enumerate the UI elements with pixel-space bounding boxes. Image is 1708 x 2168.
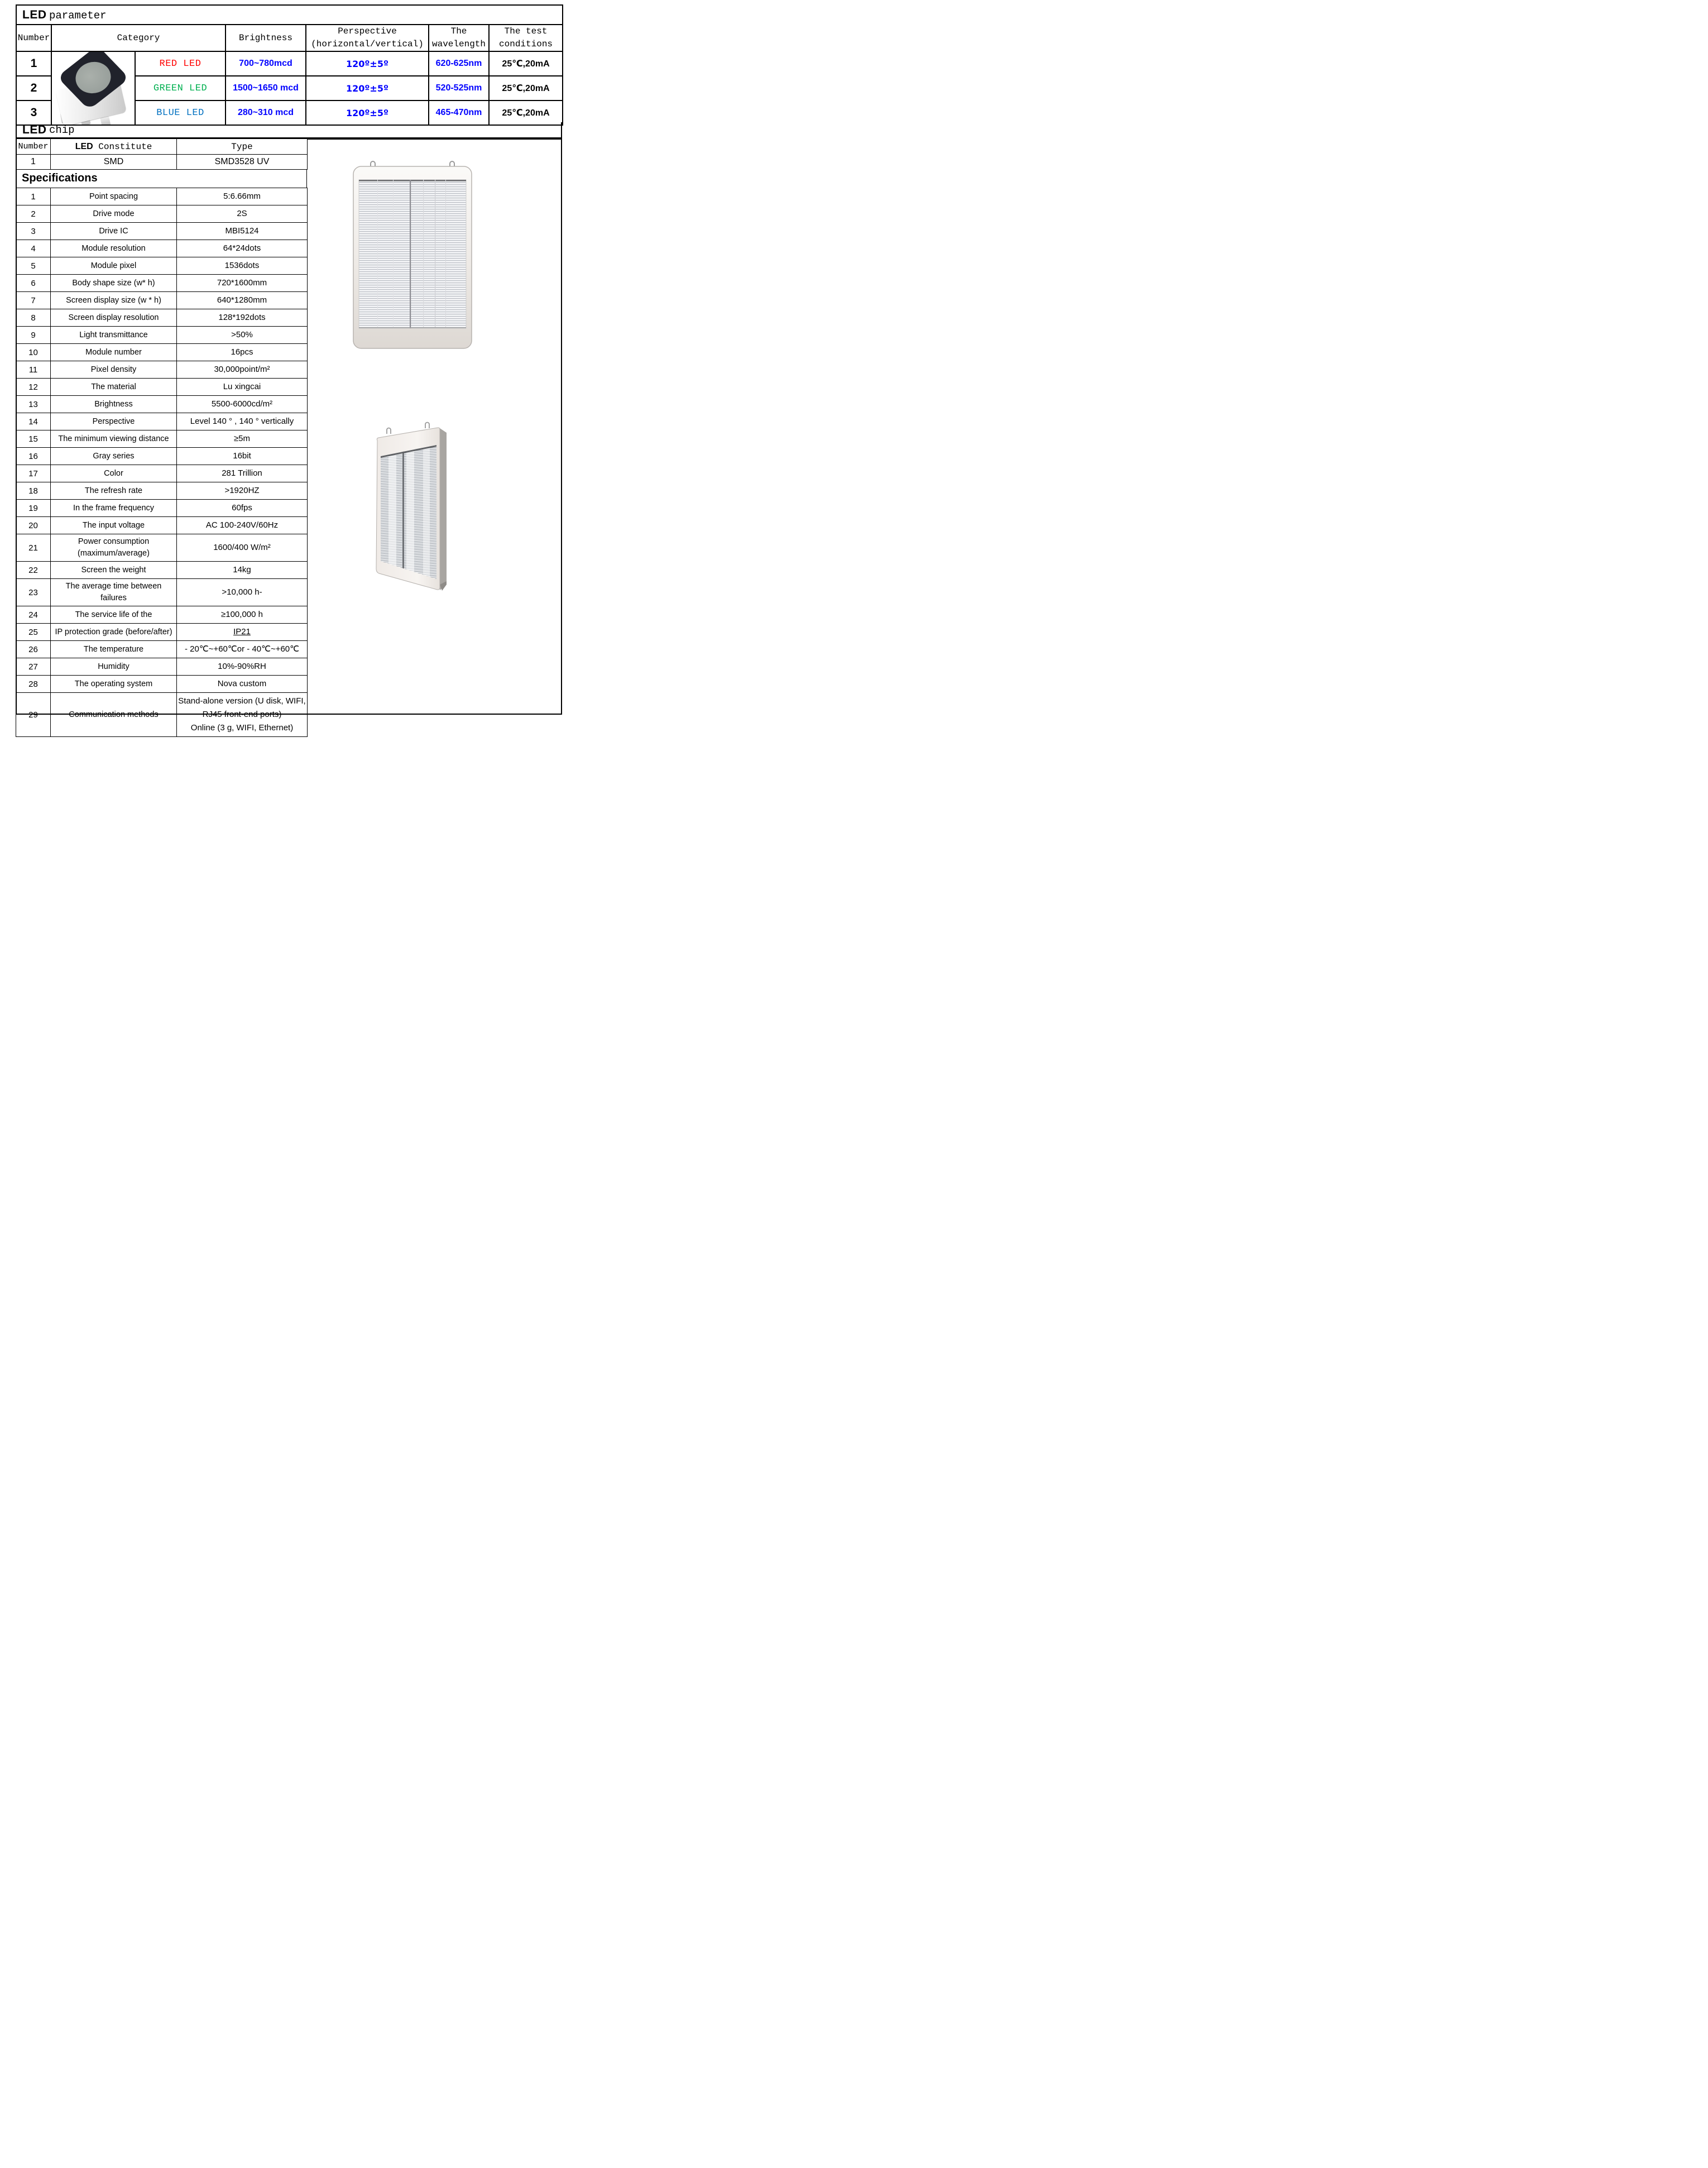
led-parameter-row	[16, 51, 563, 76]
spec-number: 15	[16, 430, 51, 448]
spec-number: 24	[16, 606, 51, 624]
col-header-perspective: Perspective (horizontal/vertical)	[306, 25, 429, 51]
col-header-brightness: Brightness	[226, 25, 306, 51]
spec-row	[16, 606, 308, 624]
spec-value: 5500-6000cd/m²	[177, 396, 308, 413]
col-header-constitute: LED Constitute	[51, 139, 177, 155]
brightness-value: 700~780mcd	[226, 51, 306, 76]
chip-row-number: 1	[16, 155, 51, 170]
col-header-number: Number	[16, 139, 51, 155]
spec-row	[16, 257, 308, 275]
spec-label: Module resolution	[51, 240, 177, 257]
spec-number: 21	[16, 534, 51, 562]
spec-number: 3	[16, 223, 51, 240]
spec-label: Brightness	[51, 396, 177, 413]
spec-number: 20	[16, 517, 51, 534]
spec-label: Gray series	[51, 448, 177, 465]
spec-number: 23	[16, 579, 51, 606]
section-title-led-parameter: LED parameter	[16, 5, 563, 25]
row-number: 3	[16, 100, 51, 125]
spec-value: 60fps	[177, 500, 308, 517]
spec-number: 12	[16, 379, 51, 396]
spec-number: 7	[16, 292, 51, 309]
spec-value: >1920HZ	[177, 482, 308, 500]
spec-value: 5:6.66mm	[177, 188, 308, 205]
spec-value: 128*192dots	[177, 309, 308, 327]
transparent-led-panel-front-image	[353, 160, 472, 350]
spec-row	[16, 344, 308, 361]
spec-label: Communication methods	[51, 693, 177, 737]
spec-value: - 20℃~+60℃or - 40℃~+60℃	[177, 641, 308, 658]
spec-row	[16, 534, 308, 562]
spec-row	[16, 562, 308, 579]
spec-number: 6	[16, 275, 51, 292]
spec-number: 17	[16, 465, 51, 482]
test-conditions-value: 25℃,20mA	[489, 76, 563, 100]
spec-row	[16, 624, 308, 641]
col-header-number: Number	[16, 25, 51, 51]
spec-value: 14kg	[177, 562, 308, 579]
test-conditions-value: 25℃,20mA	[489, 100, 563, 125]
smd-led-chip-image	[56, 54, 130, 124]
spec-row	[16, 448, 308, 465]
spec-value: Stand-alone version (U disk, WIFI, RJ45 front-end ports) Online (3 g, WIFI, Ethernet)	[177, 693, 308, 737]
spec-value: 64*24dots	[177, 240, 308, 257]
spec-number: 19	[16, 500, 51, 517]
spec-row	[16, 465, 308, 482]
spec-label: The service life of the	[51, 606, 177, 624]
perspective-value: 120º±5º	[306, 100, 429, 125]
product-image-panel	[307, 122, 562, 715]
spec-row	[16, 223, 308, 240]
spec-label: The input voltage	[51, 517, 177, 534]
chip-type-value: SMD3528 UV	[177, 155, 308, 170]
spec-number: 14	[16, 413, 51, 430]
wavelength-value: 520-525nm	[429, 76, 489, 100]
spec-row	[16, 676, 308, 693]
spec-row	[16, 430, 308, 448]
spec-row	[16, 517, 308, 534]
led-chip-header-row	[16, 139, 308, 155]
col-header-test-conditions: The test conditions	[489, 25, 563, 51]
spec-label: Module pixel	[51, 257, 177, 275]
spec-label: The operating system	[51, 676, 177, 693]
perspective-value: 120º±5º	[306, 76, 429, 100]
spec-row	[16, 309, 308, 327]
spec-label: Module number	[51, 344, 177, 361]
spec-number: 25	[16, 624, 51, 641]
spec-value: Lu xingcai	[177, 379, 308, 396]
spec-row	[16, 396, 308, 413]
spec-value: 281 Trillion	[177, 465, 308, 482]
led-chip-row	[16, 155, 308, 170]
wavelength-value: 620-625nm	[429, 51, 489, 76]
spec-number: 10	[16, 344, 51, 361]
spec-number: 9	[16, 327, 51, 344]
spec-label: Body shape size (w* h)	[51, 275, 177, 292]
spec-number: 28	[16, 676, 51, 693]
spec-label: Light transmittance	[51, 327, 177, 344]
spec-row	[16, 240, 308, 257]
spec-label: Drive IC	[51, 223, 177, 240]
spec-value: 1536dots	[177, 257, 308, 275]
spec-row	[16, 188, 308, 205]
spec-row	[16, 205, 308, 223]
chip-constitute-value: SMD	[51, 155, 177, 170]
spec-row	[16, 658, 308, 676]
spec-number: 18	[16, 482, 51, 500]
brightness-value: 1500~1650 mcd	[226, 76, 306, 100]
row-number: 2	[16, 76, 51, 100]
led-parameter-title-row	[16, 5, 563, 25]
spec-value: 1600/400 W/m²	[177, 534, 308, 562]
spec-label: In the frame frequency	[51, 500, 177, 517]
spec-number: 2	[16, 205, 51, 223]
spec-row	[16, 379, 308, 396]
test-conditions-value: 25℃,20mA	[489, 51, 563, 76]
led-parameter-table	[16, 4, 563, 126]
spec-value: AC 100-240V/60Hz	[177, 517, 308, 534]
category-label: GREEN LED	[135, 76, 226, 100]
spec-value: 16bit	[177, 448, 308, 465]
spec-label: The minimum viewing distance	[51, 430, 177, 448]
spec-row	[16, 361, 308, 379]
spec-value: 640*1280mm	[177, 292, 308, 309]
section-title-led: LED	[22, 8, 47, 21]
spec-row	[16, 292, 308, 309]
brightness-value: 280~310 mcd	[226, 100, 306, 125]
spec-label: Pixel density	[51, 361, 177, 379]
spec-value: Level 140 ° , 140 ° vertically	[177, 413, 308, 430]
spec-label: Perspective	[51, 413, 177, 430]
spec-row	[16, 693, 308, 737]
col-header-category: Category	[51, 25, 226, 51]
spec-label: Screen display size (w * h)	[51, 292, 177, 309]
spec-value: 16pcs	[177, 344, 308, 361]
col-header-type: Type	[177, 139, 308, 155]
spec-label: Point spacing	[51, 188, 177, 205]
spec-row	[16, 482, 308, 500]
category-label: RED LED	[135, 51, 226, 76]
perspective-value: 120º±5º	[306, 51, 429, 76]
row-number: 1	[16, 51, 51, 76]
section-title-specifications: Specifications	[16, 169, 307, 188]
spec-number: 22	[16, 562, 51, 579]
spec-label: The average time between failures	[51, 579, 177, 606]
spec-number: 1	[16, 188, 51, 205]
specifications-table	[16, 188, 308, 737]
spec-value: ≥5m	[177, 430, 308, 448]
spec-number: 16	[16, 448, 51, 465]
spec-number: 11	[16, 361, 51, 379]
spec-value: IP21	[177, 624, 308, 641]
spec-value: >10,000 h-	[177, 579, 308, 606]
spec-row	[16, 641, 308, 658]
spec-value: 720*1600mm	[177, 275, 308, 292]
spec-value: MBI5124	[177, 223, 308, 240]
wavelength-value: 465-470nm	[429, 100, 489, 125]
spec-value: >50%	[177, 327, 308, 344]
spec-number: 4	[16, 240, 51, 257]
led-spec-sheet	[0, 0, 569, 733]
led-chip-table	[16, 138, 308, 170]
spec-label: Drive mode	[51, 205, 177, 223]
spec-value: 30,000point/m²	[177, 361, 308, 379]
col-header-wavelength: The wavelength	[429, 25, 489, 51]
spec-row	[16, 327, 308, 344]
spec-label: Power consumption (maximum/average)	[51, 534, 177, 562]
outer-bottom-border	[16, 714, 562, 715]
spec-value: Nova custom	[177, 676, 308, 693]
spec-label: The temperature	[51, 641, 177, 658]
section-title-led-chip: LED chip	[16, 122, 562, 138]
spec-label: Color	[51, 465, 177, 482]
spec-number: 8	[16, 309, 51, 327]
spec-label: IP protection grade (before/after)	[51, 624, 177, 641]
transparent-led-panel-side-image	[372, 422, 461, 601]
spec-label: The material	[51, 379, 177, 396]
spec-label: Screen display resolution	[51, 309, 177, 327]
spec-value: 10%-90%RH	[177, 658, 308, 676]
spec-row	[16, 500, 308, 517]
outer-left-border	[16, 122, 17, 715]
category-label: BLUE LED	[135, 100, 226, 125]
spec-value: 2S	[177, 205, 308, 223]
spec-number: 5	[16, 257, 51, 275]
spec-row	[16, 413, 308, 430]
spec-number: 27	[16, 658, 51, 676]
spec-label: Humidity	[51, 658, 177, 676]
spec-number: 29	[16, 693, 51, 737]
spec-row	[16, 275, 308, 292]
smd-led-chip-photo-cell	[51, 51, 135, 125]
led-parameter-header-row	[16, 25, 563, 51]
spec-label: The refresh rate	[51, 482, 177, 500]
spec-number: 13	[16, 396, 51, 413]
spec-label: Screen the weight	[51, 562, 177, 579]
spec-value: ≥100,000 h	[177, 606, 308, 624]
spec-row	[16, 579, 308, 606]
spec-number: 26	[16, 641, 51, 658]
